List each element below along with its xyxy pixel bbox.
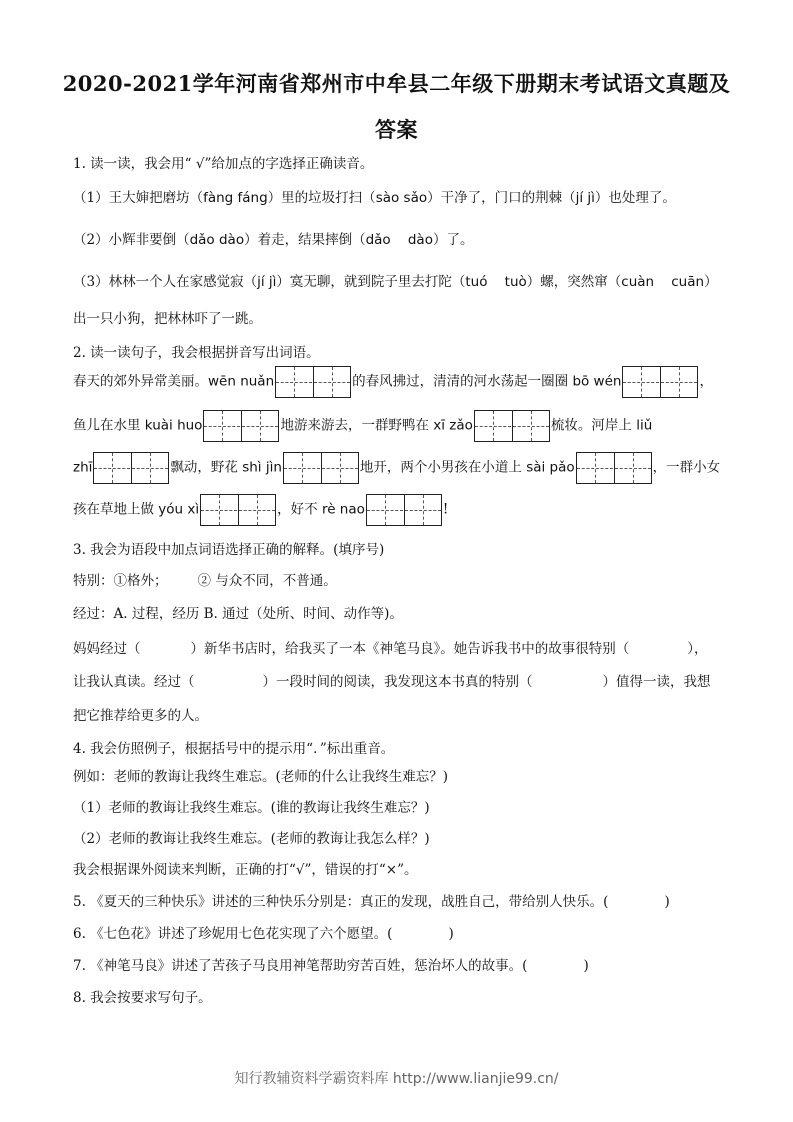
pinyin: xī zǎo	[433, 417, 473, 434]
text: ）新华书店时，给我买了一本《神笔马良》。她告诉我书中的故事很特别（	[190, 641, 630, 657]
q3-para-1	[73, 637, 723, 657]
text: 孩在草地上做	[73, 501, 159, 518]
text: )	[583, 958, 589, 974]
pinyin: rè nao	[321, 501, 365, 518]
pinyin: jí jì	[575, 190, 595, 206]
answer-grid[interactable]	[474, 410, 550, 442]
q2-row-1	[73, 366, 723, 398]
q1-item-2	[73, 228, 723, 248]
q6	[73, 922, 723, 942]
text: 6. 《七色花》讲述了珍妮用七色花实现了六个愿望。(	[73, 926, 393, 942]
q4-example: 例如：老师的教诲让我终生难忘。(老师的什么让我终生难忘？)	[73, 769, 449, 785]
judge-prompt: 我会根据课外阅读来判断，正确的打“√”，错误的打“×”。	[73, 862, 418, 878]
text: 地游来游去，一群野鸭在	[280, 417, 434, 434]
pinyin: fàng fáng	[203, 190, 268, 206]
q2-row-3	[73, 452, 723, 484]
text: ② 与众不同，不普通。	[197, 573, 337, 589]
pinyin: liǔ	[636, 417, 653, 434]
q1-item-3-cont: 出一只小狗，把林林吓了一跳。	[73, 311, 262, 327]
text: 特别：①格外；	[73, 573, 168, 589]
q4-prompt: 4. 我会仿照例子，根据括号中的提示用“．”标出重音。	[73, 741, 395, 757]
answer-grid[interactable]	[203, 410, 279, 442]
q1-item-3	[73, 270, 723, 290]
text: ）了。	[432, 232, 474, 248]
q3-def-1	[73, 569, 723, 589]
text: ）着走，结果摔倒（	[244, 232, 366, 248]
pinyin: tuó tuò	[465, 274, 527, 290]
text: ，	[699, 373, 713, 390]
text: 让我认真读。经过（	[73, 674, 195, 690]
q8-prompt: 8. 我会按要求写句子。	[73, 990, 212, 1006]
text: 妈妈经过（	[73, 641, 141, 657]
q2-row-4	[73, 494, 723, 526]
text: 飘动，野花	[170, 459, 243, 476]
text: ）值得一读，我想	[602, 674, 711, 690]
pinyin: shì jìn	[242, 459, 282, 476]
q7	[73, 954, 723, 974]
q5	[73, 890, 723, 910]
text: ）螺，突然窜（	[526, 274, 622, 290]
text: 春天的郊外异常美丽。	[73, 373, 208, 390]
text: ）一段时间的阅读，我发现这本书真的特别（	[262, 674, 533, 690]
pinyin: sào sǎo	[375, 190, 428, 206]
text: 的春风拂过，清清的河水荡起一圈圈	[352, 373, 573, 390]
pinyin: jí jì	[257, 274, 277, 290]
answer-grid[interactable]	[283, 452, 359, 484]
text: !	[442, 501, 449, 518]
text: ）里的垃圾打扫（	[267, 190, 376, 206]
page-title-line-2: 答案	[375, 117, 418, 142]
q1-prompt: 1. 读一读，我会用“ √”给加点的字选择正确读音。	[73, 156, 374, 172]
answer-grid[interactable]	[93, 452, 169, 484]
pinyin: zhī	[73, 459, 93, 476]
text: 地开，两个小男孩在小道上	[359, 459, 527, 476]
pinyin: dǎo dào	[189, 232, 245, 248]
text: ）寞无聊，就到院子里去打陀（	[276, 274, 466, 290]
pinyin: bō wén	[572, 373, 622, 390]
page-title-line-1: 2020-2021学年河南省郑州市中牟县二年级下册期末考试语文真题及	[62, 71, 731, 96]
text: ）也处理了。	[594, 190, 676, 206]
text: 7. 《神笔马良》讲述了苦孩子马良用神笔帮助穷苦百姓，惩治坏人的故事。(	[73, 958, 528, 974]
q3-para-2	[73, 670, 723, 690]
text: 鱼儿在水里	[73, 417, 145, 434]
answer-grid[interactable]	[576, 452, 652, 484]
text: ）	[704, 274, 718, 290]
text: ）干净了，门口的荆棘（	[427, 190, 576, 206]
text: 5. 《夏天的三种快乐》讲述的三种快乐分别是：真正的发现，战胜自己，带给别人快乐。(	[73, 894, 609, 910]
text: （3）林林一个人在家感觉寂（	[73, 274, 258, 290]
footer-watermark: 知行教辅资料学霸资料库 http://www.lianjie99.cn/	[234, 1071, 559, 1087]
text: （1）王大婶把磨坊（	[73, 190, 204, 206]
q1-item-1	[73, 186, 723, 206]
q3-para-3: 把它推荐给更多的人。	[73, 708, 208, 724]
pinyin: dǎo dào	[365, 232, 433, 248]
answer-grid[interactable]	[275, 366, 351, 398]
q2-row-2	[73, 410, 723, 442]
text: ，好不	[277, 501, 322, 518]
answer-grid[interactable]	[366, 494, 442, 526]
pinyin: wēn nuǎn	[208, 373, 275, 390]
text: （2）小辉非要倒（	[73, 232, 190, 248]
pinyin: cuàn cuān	[621, 274, 705, 290]
q4-item-2: （2）老师的教诲让我终生难忘。(老师的教诲让我怎么样？)	[73, 831, 430, 847]
q2-prompt: 2. 读一读句子，我会根据拼音写出词语。	[73, 345, 320, 361]
q4-item-1: （1）老师的教诲让我终生难忘。(谁的教诲让我终生难忘？)	[73, 800, 430, 816]
text: ），	[687, 641, 708, 657]
q3-def-2: 经过：A. 过程，经历 B. 通过（处所、时间、动作等)。	[73, 606, 403, 622]
pinyin: sài pǎo	[526, 459, 575, 476]
q3-prompt: 3. 我会为语段中加点词语选择正确的解释。(填序号)	[73, 542, 385, 558]
answer-grid[interactable]	[200, 494, 276, 526]
text: ，一群小女	[652, 459, 721, 476]
pinyin: kuài huo	[144, 417, 203, 434]
text: )	[448, 926, 454, 942]
pinyin: yóu xì	[158, 501, 200, 518]
answer-grid[interactable]	[622, 366, 698, 398]
text: 梳妆。河岸上	[550, 417, 637, 434]
text: )	[664, 894, 670, 910]
